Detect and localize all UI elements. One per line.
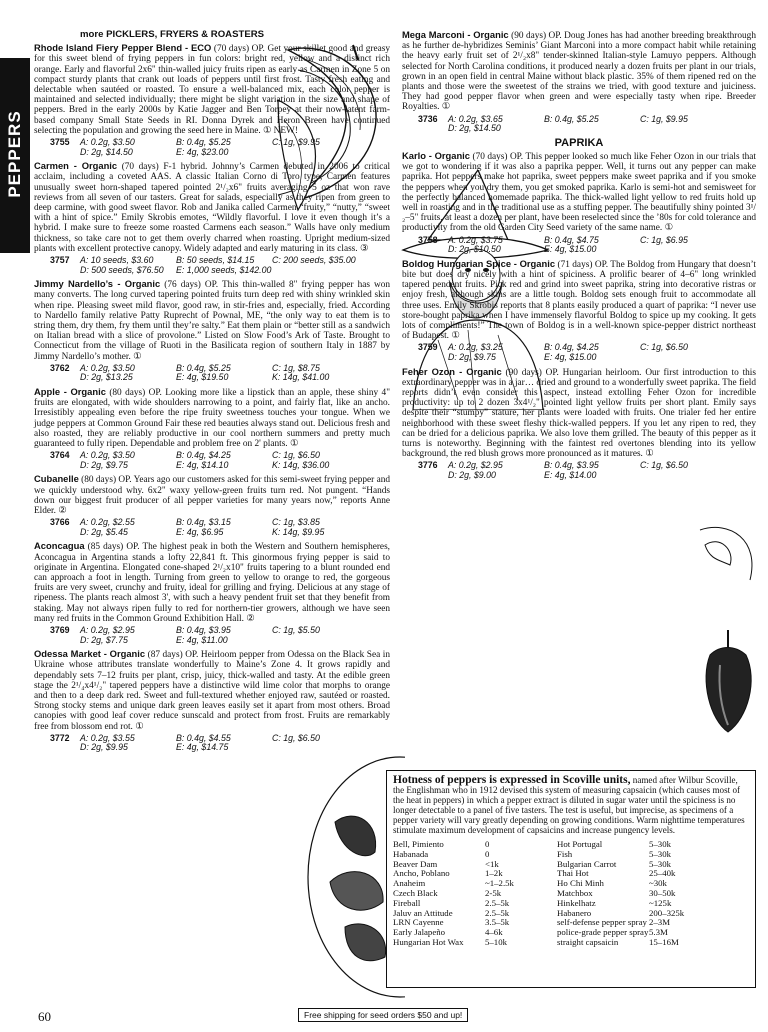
- price-option: E: 4g, $19.50: [176, 372, 229, 383]
- price-option: C: 1g, $5.50: [272, 625, 320, 636]
- entry-description: Doug Jones has had another breeding breakthrough as he further de-hybridizes Seminis’ Giant Marconi into a more compact habit while retaining the heavy early fruit set of 2¹/₂x8" tender-skinned Italian-style Lamuyo peppers. Although selected for North Carolina conditions, it produced nearly a dozen fruits per plant in our trials, grown in an open field in central Maine without black plastic. 35% of them ripened red on the plants and those were the sweetest of the strains we tried, with good texture and juiciness. They had good pepper flavor when green and were especially tasty when ripe. Breeder Royalties. ①: [402, 31, 756, 113]
- scoville-value: 5–30k: [649, 839, 671, 849]
- catalog-entry: [34, 387, 390, 470]
- pepper-name: Beaver Dam: [393, 858, 438, 869]
- paprika-heading: PAPRIKA: [554, 136, 604, 149]
- entry-days: (70 days) F-1 hybrid.: [121, 162, 208, 173]
- pepper-name: Habanero: [557, 907, 592, 918]
- entry-description: The Boldog from Hungary that doesn’t bite but does dry nicely with a hint of spiciness. A prolific bearer of 4–6" long wrinkled tapered pendent fruits. Pick red and grind into sweet paprika, string into decorative ristras or enjoy fresh, although skins are a little tough. Boldog sets enough fruit to accommodate all three uses. Emily Skrobis reports that 8 plants easily produced a quart of paprika: “I never use store-bought paprika when I have immensely flavorful Boldog to spice up my cooking. It gets lots of compliments!” The town of Boldog is in a well-known spice-pepper district northeast of Budapest. ①: [402, 259, 757, 342]
- entry-title: Feher Ozon - Organic: [402, 365, 502, 377]
- price-grid: [50, 734, 390, 753]
- price-option: D: 2g, $9.75: [448, 352, 496, 363]
- price-option: A: 10 seeds, $3.60: [80, 255, 154, 266]
- price-option: B: 0.4g, $3.15: [176, 517, 231, 528]
- entry-title: Rhode Island Fiery Pepper Blend - ECO: [34, 42, 212, 54]
- item-code: 3772: [50, 732, 70, 743]
- price-option: K: 14g, $41.00: [272, 372, 330, 383]
- price-option: E: 4g, $15.00: [544, 352, 597, 363]
- price-option: A: 0.2g, $3.50: [80, 450, 135, 461]
- entry-days: (80 days) OP.: [109, 388, 162, 399]
- scoville-value: 0: [485, 848, 490, 859]
- pepper-name: Early Jalapeño: [393, 927, 446, 938]
- entry-title: Jimmy Nardello’s - Organic: [34, 278, 161, 290]
- scoville-value: 2.5–5k: [485, 907, 510, 918]
- entry-days: (70 days) OP.: [472, 152, 524, 163]
- price-grid: [50, 138, 390, 157]
- price-option: D: 2g, $14.50: [448, 123, 501, 134]
- price-grid: [50, 626, 390, 645]
- price-option: B: 0.4g, $4.25: [544, 342, 599, 353]
- entry-title: Odessa Market - Organic: [34, 648, 146, 660]
- item-code: 3736: [418, 113, 438, 124]
- scoville-value: 30–50k: [649, 887, 676, 898]
- price-spacer: [50, 528, 80, 538]
- entry-days: (71 days) OP.: [557, 259, 609, 270]
- price-grid: [50, 451, 390, 470]
- entry-title: Apple - Organic: [34, 386, 106, 398]
- scoville-value: ~125k: [649, 897, 672, 908]
- price-option: D: 2g, $13.25: [80, 372, 133, 383]
- entry-days: (80 days) OP.: [81, 475, 132, 486]
- pepper-name: Ho Chi Minh: [557, 878, 604, 889]
- pepper-name: Bell, Pimiento: [393, 839, 444, 849]
- price-option: C: 1g, $6.50: [640, 342, 688, 353]
- entry-days: (90 days) OP. Hungarian heirloom.: [505, 367, 642, 378]
- price-option: A: 0.2g, $2.55: [80, 517, 135, 528]
- scoville-value: 5–10k: [485, 936, 507, 947]
- pepper-name: Hot Portugal: [557, 839, 603, 849]
- price-option: E: 4g, $15.00: [544, 244, 597, 255]
- price-spacer: [418, 353, 448, 363]
- price-option: A: 0.2g, $2.95: [80, 625, 135, 636]
- catalog-entry: [34, 279, 390, 383]
- scoville-value: 0: [485, 839, 490, 849]
- price-option: D: 2g, $7.75: [80, 634, 128, 645]
- scoville-value: 4–6k: [485, 927, 503, 938]
- catalog-entry: [34, 649, 390, 753]
- left-column: [34, 30, 390, 757]
- price-option: A: 0.2g, $3.55: [80, 732, 135, 743]
- scoville-value: 15–16M: [649, 936, 679, 947]
- catalog-entry: [34, 474, 390, 537]
- price-option: D: 2g, $5.45: [80, 526, 128, 537]
- pepper-name: straight capsaicin: [557, 936, 619, 947]
- scoville-table: [393, 840, 749, 948]
- scoville-value: <1k: [485, 858, 499, 869]
- entry-description: This pepper looked so much like Feher Ozon in our trials that we got to wondering if it was also a paprika pepper. Well, it turns out any pepper can make paprika. Hot peppers make hot paprika, sweet peppers make sweet paprika and if you smoke the peppers when you dry them, you get smoked paprika. Karlo is semi-hot and semisweet for the perfectly balanced homemade paprika. The thick-walled light yellow to red fruits hold up well in roasting and in the traditional use as a stuffing pepper. The beautifully shiny pointed 3¹/₂–5" fruits, at least a dozen per plant, have been reselected since the ’80s for cold tolerance and productivity from the old Garden City Seed variety of the same name. ①: [402, 152, 757, 234]
- item-code: 3762: [50, 362, 70, 373]
- price-option: C: 1g, $8.75: [272, 362, 320, 373]
- price-option: B: 0.4g, $5.25: [176, 362, 231, 373]
- entry-title: Mega Marconi - Organic: [402, 29, 509, 40]
- price-option: A: 0.2g, $3.25: [448, 342, 503, 353]
- price-grid: [418, 236, 756, 255]
- pepper-name: LRN Cayenne: [393, 917, 444, 928]
- price-option: E: 4g, $11.00: [176, 634, 228, 645]
- price-option: K: 14g, $9.95: [272, 526, 325, 537]
- price-option: B: 50 seeds, $14.15: [176, 255, 255, 266]
- pepper-name: Hinkelhatz: [557, 897, 596, 908]
- price-option: D: 2g, $9.00: [448, 470, 496, 481]
- paprika-pepper-illustration: [690, 520, 765, 735]
- price-option: D: 2g, $9.95: [80, 742, 128, 753]
- scoville-value: ~1–2.5k: [485, 878, 514, 889]
- price-spacer: [418, 124, 448, 134]
- price-option: E: 1,000 seeds, $142.00: [176, 264, 272, 275]
- entry-description: This thin-walled 8" frying pepper has won many converts. The long curved tapering pointed fruits turn deep red with shiny wrinkled skin when ripe. Pleasing sweet mild flavor, good raw, in stir-fries and, especially, fried. According to Nardello family relative Patty Ruprecht of Pownal, ME, “the only way to eat them is to string them, dry them, fry them until they’re salty.” Eat them plain or “better still as a sandwich on Italian bread with a slice of provolone.” Listed on Slow Food’s Ark of Taste. Brought to Connecticut from the village of Ruoti in the Basilicata region of southern Italy in 1887 by Jimmy Nardello’s mother. ①: [34, 280, 391, 362]
- price-spacer: [418, 245, 448, 255]
- price-option: C: 1g, $9.95: [272, 137, 320, 148]
- price-grid: [418, 115, 756, 134]
- section-tab-label: PEPPERS: [5, 110, 24, 198]
- entry-days: (70 days) OP.: [213, 44, 265, 55]
- scoville-value: 200–325k: [649, 907, 685, 918]
- entry-description: The highest peak in both the Western and Southern hemispheres, Aconcagua in Argentina stands a lofty 22,841 ft. This ginormous frying pepper is said to originate in Argentina. Elongated cone-shaped 2¹/₂x10" fruits tapering to a blunt rounded end can approach a foot in length. Turning from green to yellow to orange to red, the gorgeous fruits are very sweet, crunchy and fruity, ideal for grilling and frying. Delicious at any stage of ripeness. The plants reach almost 3', with such a heavy pendent fruit set that they benefit from staking. May not always ripen fully to red for northern-tier growers, although we have seen many red fruits in the Common Ground Exhibition Hall. ②: [34, 542, 391, 624]
- section-tab: [0, 58, 30, 253]
- price-spacer: [50, 461, 80, 471]
- price-option: K: 14g, $36.00: [272, 459, 330, 470]
- price-grid: [50, 364, 390, 383]
- price-option: B: 0.4g, $4.75: [544, 234, 599, 245]
- item-code: 3755: [50, 137, 70, 148]
- price-option: B: 0.4g, $3.95: [176, 625, 231, 636]
- catalog-entry: [34, 541, 390, 645]
- pepper-name: Anaheim: [393, 878, 426, 889]
- scoville-lead: Hotness of peppers is expressed in Scoville units,: [393, 774, 631, 786]
- price-spacer: [50, 148, 80, 158]
- entry-title: Cubanelle: [34, 473, 79, 485]
- scoville-value: 5.3M: [649, 927, 668, 938]
- entry-description: Years ago our customers asked for this semi-sweet frying pepper and we quickly understood why. 6x2" waxy yellow-green fruits turn red. Not pungent. “Hands down our biggest fruit producer of all pepper varieties for many years now,” reports Anne Elder. ②: [34, 475, 391, 517]
- scoville-value: 2–3M: [649, 917, 671, 928]
- price-grid: [50, 518, 390, 537]
- price-option: C: 1g, $6.50: [272, 450, 320, 461]
- pepper-name: Thai Hot: [557, 868, 589, 879]
- scoville-value: 3.5–5k: [485, 917, 510, 928]
- catalog-entry: [402, 30, 756, 134]
- scoville-value: 1–2k: [485, 868, 503, 879]
- price-option: C: 1g, $3.85: [272, 517, 320, 528]
- item-code: 3764: [50, 450, 70, 461]
- entry-days: (90 days) OP.: [511, 31, 562, 41]
- price-spacer: [418, 471, 448, 481]
- entry-title: Aconcagua: [34, 540, 85, 552]
- item-code: 3776: [418, 460, 438, 471]
- price-option: E: 4g, $14.10: [176, 459, 229, 470]
- entry-title: Boldog Hungarian Spice - Organic: [402, 257, 556, 269]
- section-heading: more PICKLERS, FRYERS & ROASTERS: [80, 29, 265, 40]
- scoville-text: named after Wilbur Scoville, the Englishman who in 1912 devised this system of measuring capsaicin (which causes most of the heat in peppers) in which a pepper extract is diluted in sugar water until the spiciness is no longer detectable to a panel of five tasters. The test is useful, but imprecise, as specimens of a pepper variety will vary greatly depending on growing conditions. Warm nighttime temperatures stimulate maximum development of capsaicins and increase pungency levels.: [393, 775, 745, 835]
- price-spacer: [50, 373, 80, 383]
- price-option: E: 4g, $14.00: [544, 470, 597, 481]
- scoville-value: 2-5k: [485, 887, 502, 898]
- pepper-name: self-defense pepper spray: [557, 917, 647, 928]
- catalog-entry: [34, 43, 390, 157]
- price-option: A: 0.2g, $3.65: [448, 113, 503, 124]
- price-option: B: 0.4g, $4.55: [176, 732, 231, 743]
- pepper-name: Bulgarian Carrot: [557, 858, 617, 869]
- pepper-name: Hungarian Hot Wax: [393, 936, 464, 947]
- scoville-value: 25–40k: [649, 868, 676, 879]
- price-spacer: [50, 636, 80, 646]
- pepper-name: Fireball: [393, 897, 421, 908]
- price-option: E: 4g, $23.00: [176, 146, 229, 157]
- price-grid: [418, 461, 756, 480]
- price-option: C: 200 seeds, $35.00: [272, 255, 356, 266]
- price-option: D: 2g, $10.50: [448, 244, 501, 255]
- entry-days: (85 days) OP.: [87, 542, 140, 553]
- price-spacer: [50, 266, 80, 276]
- pepper-name: police-grade pepper spray: [557, 927, 649, 938]
- catalog-entry: [34, 161, 390, 275]
- entry-description: Looking more like a lipstick than an apple, these shiny 4" fruits are elongated, with wide shoulders narrowing to a point, and fairly flat, like an ancho. Irresistibly appealing even before the ripe fruity sweetness touches your tongue. When we judge peppers at Common Ground Fair these red beauties always stand out. Delicious fresh and also roasted, they are reliably productive in our cool northern summers and pretty much guaranteed to fully ripen. Dependable and problem free on 2' plants. ①: [34, 388, 391, 450]
- item-code: 3757: [50, 255, 70, 266]
- price-option: D: 2g, $14.50: [80, 146, 133, 157]
- page-number: 60: [38, 1009, 51, 1024]
- entry-description: Our first introduction to this extraordinary pepper was in a jar… dried and ground to a wonderfully sweet paprika. The field reports didn’t even consider this aspect, instead extolling Feher Ozon for incredible productivity: up to 2 dozen 3x4¹/₂" pointed light yellow fruits per short plant. Emily says despite their “stumpy” stature, her plants were loaded with fruits. One trialer fed her entire neighborhood with these sweet fleshy thick-walled peppers. If you let any ripen to red, they can be dried for a delicious paprika. We also love them grilled. The beauty of this pepper as it turns is noteworthy. Beginning with the faintest red overtones blending into its yellow background, the red blush grows more pronounced as it matures. ①: [402, 367, 757, 460]
- price-option: D: 2g, $9.75: [80, 459, 128, 470]
- scoville-value: 5–30k: [649, 858, 671, 869]
- pepper-name: Fish: [557, 848, 573, 859]
- item-code: 3759: [418, 342, 438, 353]
- pepper-name: Habanada: [393, 848, 429, 859]
- catalog-entry: [402, 367, 756, 481]
- entry-days: (76 days) OP.: [164, 280, 219, 291]
- item-code: 3769: [50, 625, 70, 636]
- price-option: C: 1g, $6.50: [640, 460, 688, 471]
- price-option: A: 0.2g, $3.50: [80, 137, 135, 148]
- item-code: 3758: [418, 234, 438, 245]
- price-option: B: 0.4g, $3.95: [544, 460, 599, 471]
- catalog-entry: [402, 259, 756, 363]
- shipping-note: Free shipping for seed orders $50 and up!: [298, 1008, 468, 1022]
- price-option: E: 4g, $14.75: [176, 742, 229, 753]
- price-grid: [418, 343, 756, 362]
- entry-description: Get your skillet good and greasy for this sweet blend of frying peppers in fun colors: bright red, yellow and a distinct rich orange. Early and flavorful 2x6" thin-walled juicy fruits ripen as early as Carmen in Zone 5 on compact sturdy plants that crank out loads of peppers until first frost. Tasty fresh eating and delectable when sautéed or roasted. To ensure a well-balanced mix, each color pepper is maintained and selected individually; there might be slight variation in the size and shape of peppers. Bred in the early 2000s by Katie Jagger and Ben Torpey at their now-latent farm-based company Small State Seeds in RI. Donna Dyrek and Heron Breen have continued selecting the population and growing the seed here in Maine. ① NEW!: [34, 44, 391, 136]
- price-option: C: 1g, $9.95: [640, 113, 688, 124]
- price-option: B: 0.4g, $4.25: [176, 450, 231, 461]
- scoville-value: 2.5–5k: [485, 897, 510, 908]
- price-option: D: 500 seeds, $76.50: [80, 264, 164, 275]
- price-spacer: [50, 743, 80, 753]
- price-option: C: 1g, $6.50: [272, 732, 320, 743]
- price-option: A: 0.2g, $3.75: [448, 234, 503, 245]
- price-option: C: 1g, $6.95: [640, 234, 688, 245]
- item-code: 3766: [50, 517, 70, 528]
- price-option: B: 0.4g, $5.25: [544, 113, 599, 124]
- entry-description: Johnny’s Carmen debuted in 2006 to critical acclaim, including a coveted AAS. A classic Italian Corno di Toro type, Carmen features unusually sweet horn-shaped tapered pointed 2¹/₂x6" fruits averaging 5 oz that won rave reviews from all seven of our tasters. Great for salads, especially as they ripen from green to deep carmine, with good sweet flavor. Rob and Janika called Carmen “fruity,” “nutty,” “sweet with a hint of spice.” Emily Skrobis emotes, “Wildly flavorful. I love it even though it’s a hybrid. I make sure to freeze some roasted Carmens each season.” Walls have only medium thickness, so take care not to get them overly charred when roasting. Upright medium-sized plants with excellent protective canopy. Widely adapted and early maturing in its class. ③: [34, 162, 391, 254]
- price-option: B: 0.4g, $5.25: [176, 137, 231, 148]
- pepper-name: Matchbox: [557, 887, 593, 898]
- price-option: E: 4g, $6.95: [176, 526, 224, 537]
- price-option: A: 0.2g, $3.50: [80, 362, 135, 373]
- entry-title: Karlo - Organic: [402, 150, 471, 162]
- price-grid: [50, 256, 390, 275]
- right-column: [402, 30, 756, 485]
- pepper-name: Czech Black: [393, 887, 438, 898]
- entry-days: (87 days) OP. Heirloom: [147, 650, 237, 661]
- scoville-value: ~30k: [649, 878, 667, 889]
- price-option: A: 0.2g, $2.95: [448, 460, 503, 471]
- entry-description: pepper from Odessa on the Black Sea in Ukraine whose attributes translate wonderfully to Maine’s Zone 4. It grows rapidly and dependably sets 7–12 fruits per plant, crisp, juicy, thick-walled and tasty. At the edible green stage the 2¹/₄x4¹/₂" tapered peppers have a distinctive wild lime color that morphs to orange and then to a deep dark red. Sweet and full-textured whether enjoyed raw, sautéed or roasted. Strong stocky stems and unique dark green leaves easily set it apart from most others. Broad canopies with good leaf cover reduce sunscald and protect from frost. Fruits are remarkably free from blossom end rot. ①: [34, 650, 390, 732]
- catalog-entry: [402, 151, 756, 255]
- entry-title: Carmen - Organic: [34, 160, 118, 172]
- scoville-value: 5–30k: [649, 848, 671, 859]
- pepper-name: Jaluv an Attitude: [393, 907, 453, 918]
- pepper-name: Ancho, Poblano: [393, 868, 450, 879]
- scoville-box: [386, 770, 756, 988]
